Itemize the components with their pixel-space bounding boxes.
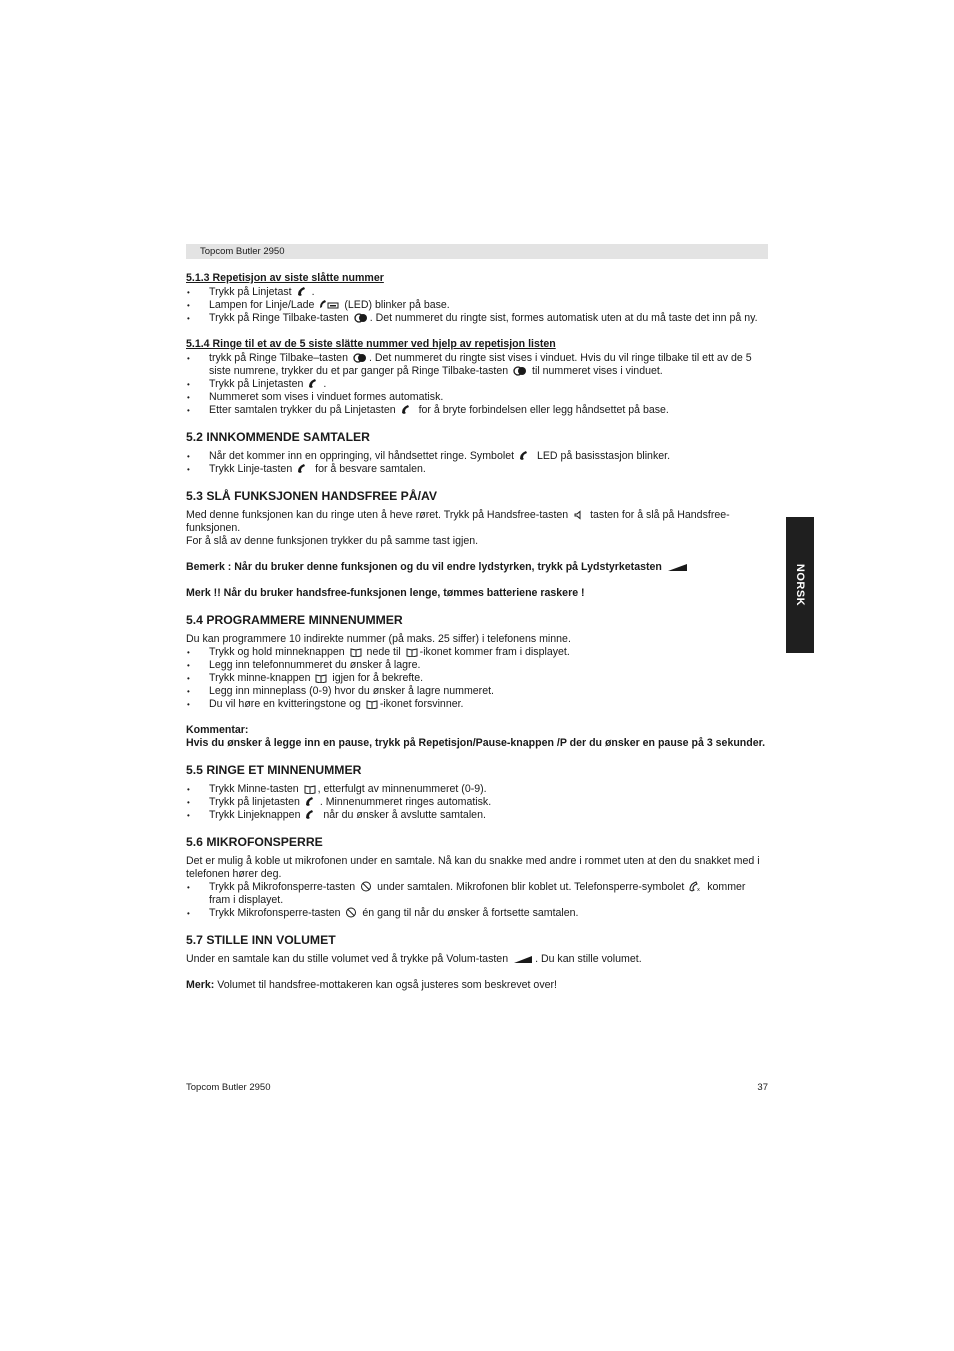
item-text: Trykk på Ringe Tilbake-tasten	[209, 312, 349, 324]
mute-icon	[360, 881, 372, 892]
item-text: -ikonet kommer fram i displayet.	[419, 646, 570, 658]
section-5-1-3-title: 5.1.3 Repetisjon av siste slåtte nummer	[186, 272, 384, 284]
note-text: Bemerk : Når du bruker denne funksjonen og du vil endre lydstyrken, trykk på Lydstyrketasten	[186, 561, 662, 573]
phone-handset-icon	[305, 809, 318, 820]
section-5-4-intro: Du kan programmere 10 indirekte nummer (på maks. 25 siffer) i telefonens minne.	[186, 633, 571, 645]
section-5-7-note	[186, 979, 768, 992]
item-text: Trykk og hold minneknappen	[209, 646, 345, 658]
item-text: Trykk Linje-tasten	[209, 463, 293, 475]
item-text: for å bryte forbindelsen eller legg håndsettet på base.	[418, 404, 669, 416]
item-text: Trykk på linjetasten	[209, 796, 300, 808]
section-5-1-4-list	[186, 352, 768, 417]
page-number: 37	[757, 1082, 768, 1093]
language-tab-label: NORSK	[794, 563, 807, 607]
phone-handset-icon	[305, 796, 318, 807]
section-5-6-heading: 5.6 MIKROFONSPERRE	[186, 835, 323, 849]
section-5-6-list	[186, 881, 768, 920]
redial-icon	[353, 352, 367, 363]
item-text: . Minnenummeret ringes automatisk.	[319, 796, 492, 808]
speaker-icon	[573, 510, 585, 520]
header-title: Topcom Butler 2950	[200, 246, 285, 257]
item-text: trykk på Ringe Tilbake–tasten	[209, 352, 348, 364]
item-text: (LED) blinker på base.	[344, 299, 450, 311]
redial-icon	[513, 365, 527, 376]
item-text: under samtalen. Mikrofonen blir koblet ut. Telefonsperre-symbolet	[377, 881, 685, 893]
item-text: Trykk på Linjetast	[209, 286, 292, 298]
phonebook-icon	[304, 784, 316, 794]
item-text: kommer fram i displayet.	[209, 881, 746, 906]
volume-icon	[667, 563, 689, 572]
comment-label: Kommentar:	[186, 724, 249, 736]
item-text: Når det kommer inn en oppringing, vil håndsettet ringe. Symbolet	[209, 450, 515, 462]
item-text: Legg inn minneplass (0-9) hvor du ønsker å lagre nummeret.	[209, 685, 494, 697]
item-text: Legg inn telefonnummeret du ønsker å lagre.	[209, 659, 421, 671]
paragraph-text: tasten for å slå på Handsfree-funksjonen.	[186, 509, 730, 534]
item-text: Trykk Mikrofonsperre-tasten	[209, 907, 341, 919]
list-item	[186, 698, 768, 711]
section-5-5-list	[186, 783, 768, 822]
section-5-3-note	[186, 561, 768, 574]
list-item	[186, 809, 768, 822]
item-text: Lampen for Linje/Lade	[209, 299, 315, 311]
list-item	[186, 378, 768, 391]
list-item	[186, 881, 768, 907]
phonebook-icon	[350, 647, 362, 657]
list-item	[186, 646, 768, 659]
phonebook-icon	[406, 647, 418, 657]
section-5-2-heading: 5.2 INNKOMMENDE SAMTALER	[186, 430, 370, 444]
section-5-7-heading: 5.7 STILLE INN VOLUMET	[186, 933, 336, 947]
section-5-5-heading: 5.5 RINGE ET MINNENUMMER	[186, 763, 362, 777]
item-text: Nummeret som vises i vinduet formes automatisk.	[209, 391, 444, 403]
header-bar	[186, 244, 768, 259]
section-5-7-paragraph	[186, 953, 768, 966]
section-5-3-paragraph-2: For å slå av denne funksjonen trykker du på samme tast igjen.	[186, 535, 479, 547]
item-text: når du ønsker å avslutte samtalen.	[323, 809, 486, 821]
section-5-4-list	[186, 646, 768, 711]
mute-icon	[345, 907, 357, 918]
item-text: , etterfulgt av minnenummeret (0-9).	[317, 783, 487, 795]
list-item	[186, 796, 768, 809]
phone-handset-icon	[297, 463, 310, 474]
item-text: .	[311, 286, 315, 298]
redial-icon	[354, 312, 368, 323]
footer-title: Topcom Butler 2950	[186, 1082, 271, 1093]
list-item	[186, 659, 768, 672]
item-text: én gang til når du ønsker å fortsette samtalen.	[362, 907, 579, 919]
item-text: Trykk Linjeknappen	[209, 809, 301, 821]
paragraph-text: Med denne funksjonen kan du ringe uten å heve røret. Trykk på Handsfree-tasten	[186, 509, 569, 521]
phone-handset-icon	[519, 450, 532, 461]
item-text: Trykk Minne-tasten	[209, 783, 299, 795]
list-item	[186, 391, 768, 404]
item-text: igjen for å bekrefte.	[332, 672, 424, 684]
item-text: Du vil høre en kvitteringstone og	[209, 698, 361, 710]
item-text: . Det nummeret du ringte sist vises i vinduet. Hvis du vil ringe tilbake til ett av de 5 siste numrene, trykker du et par ganger på Ringe Tilbake-tasten	[209, 352, 752, 377]
phonebook-icon	[315, 673, 327, 683]
item-text: -ikonet forsvinner.	[379, 698, 464, 710]
list-item	[186, 783, 768, 796]
phone-handset-icon	[297, 286, 310, 297]
section-5-6-intro: Det er mulig å koble ut mikrofonen under en samtale. Nå kan du snakke med andre i rommet uten at den du snakket med i telefonen hører deg.	[186, 855, 760, 880]
item-text: Etter samtalen trykker du på Linjetasten	[209, 404, 396, 416]
item-text: .	[323, 378, 327, 390]
item-text: LED på basisstasjon blinker.	[536, 450, 671, 462]
section-5-1-3-list	[186, 286, 768, 325]
list-item	[186, 404, 768, 417]
list-item	[186, 685, 768, 698]
svg-text:x: x	[697, 887, 701, 892]
list-item	[186, 286, 768, 299]
item-text: nede til	[366, 646, 401, 658]
note-label: Merk:	[186, 979, 215, 991]
list-item	[186, 450, 768, 463]
phone-handset-icon	[308, 378, 321, 389]
volume-icon	[513, 955, 533, 964]
item-text: Trykk på Mikrofonsperre-tasten	[209, 881, 356, 893]
list-item	[186, 463, 768, 476]
paragraph-text: Under en samtale kan du stille volumet ved å trykke på Volum-tasten	[186, 953, 509, 965]
paragraph-text: . Du kan stille volumet.	[535, 953, 642, 965]
phone-handset-icon	[401, 404, 414, 415]
item-text: til nummeret vises i vinduet.	[532, 365, 663, 377]
phonebook-icon	[366, 699, 378, 709]
item-text: Trykk på Linjetasten	[209, 378, 304, 390]
section-5-3-warning: Merk !! Når du bruker handsfree-funksjonen lenge, tømmes batteriene raskere !	[186, 587, 585, 599]
section-5-1-4-title: 5.1.4 Ringe til et av de 5 siste slätte nummer ved hjelp av repetisjon listen	[186, 338, 556, 350]
section-5-3-heading: 5.3 SLÅ FUNKSJONEN HANDSFREE PÅ/AV	[186, 489, 438, 503]
list-item	[186, 312, 768, 325]
item-text: Trykk minne-knappen	[209, 672, 311, 684]
footer	[186, 1082, 768, 1093]
line-charge-led-icon	[319, 299, 339, 310]
section-5-3-paragraph	[186, 509, 768, 535]
language-tab	[786, 517, 814, 653]
item-text: for å besvare samtalen.	[315, 463, 426, 475]
phone-mute-icon	[689, 881, 702, 892]
list-item	[186, 672, 768, 685]
section-5-4-heading: 5.4 PROGRAMMERE MINNENUMMER	[186, 613, 403, 627]
list-item	[186, 907, 768, 920]
section-5-2-list	[186, 450, 768, 476]
list-item	[186, 299, 768, 312]
item-text: . Det nummeret du ringte sist, formes automatisk uten at du må taste det inn på ny.	[369, 312, 758, 324]
list-item	[186, 352, 768, 378]
comment-text: Hvis du ønsker å legge inn en pause, trykk på Repetisjon/Pause-knappen /P der du ønsker en pause på 3 sekunder.	[186, 737, 766, 749]
main-content	[186, 272, 768, 992]
note-text: Volumet til handsfree-mottakeren kan også justeres som beskrevet over!	[217, 979, 557, 991]
